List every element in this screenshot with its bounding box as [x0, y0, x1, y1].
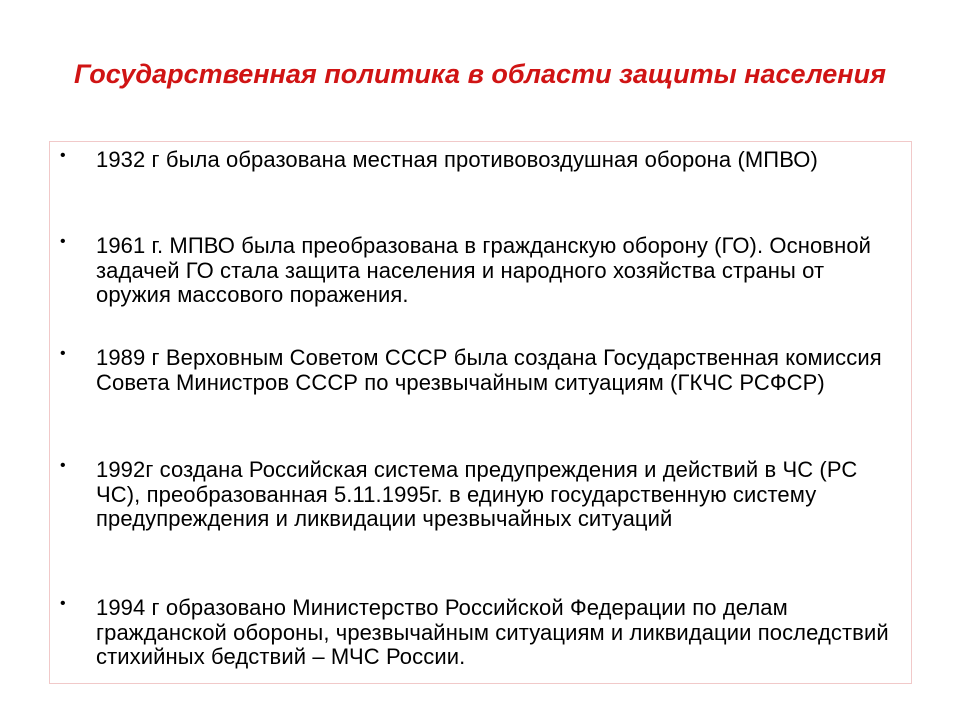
bullet-text: 1932 г была образована местная противовоздушная оборона (МПВО) [96, 147, 818, 172]
slide-title: Государственная политика в области защиты населения [73, 59, 887, 89]
bullet-text: 1992г создана Российская система предупреждения и действий в ЧС (РС ЧС), преобразованная 5.11.1995г. в единую государственную систему предупреждения и ликвидации чрезвычайных ситуаций [96, 457, 858, 531]
bullet-marker: • [60, 233, 66, 250]
bullet-text: 1961 г. МПВО была преобразована в гражданскую оборону (ГО). Основной задачей ГО стала защита населения и народного хозяйства страны от оружия массового поражения. [96, 233, 872, 307]
bullet-marker: • [60, 345, 66, 362]
bullet-text: 1989 г Верховным Советом СССР была создана Государственная комиссия Совета Министров СССР по чрезвычайным ситуациям (ГКЧС РСФСР) [96, 345, 882, 395]
content-box [49, 141, 912, 684]
bullet-marker: • [60, 595, 66, 612]
bullet-marker: • [60, 147, 66, 164]
bullet-marker: • [60, 457, 66, 474]
bullet-text: 1994 г образовано Министерство Российской Федерации по делам гражданской обороны, чрезвычайным ситуациям и ликвидации последствий стихийных бедствий – МЧС России. [96, 595, 889, 669]
